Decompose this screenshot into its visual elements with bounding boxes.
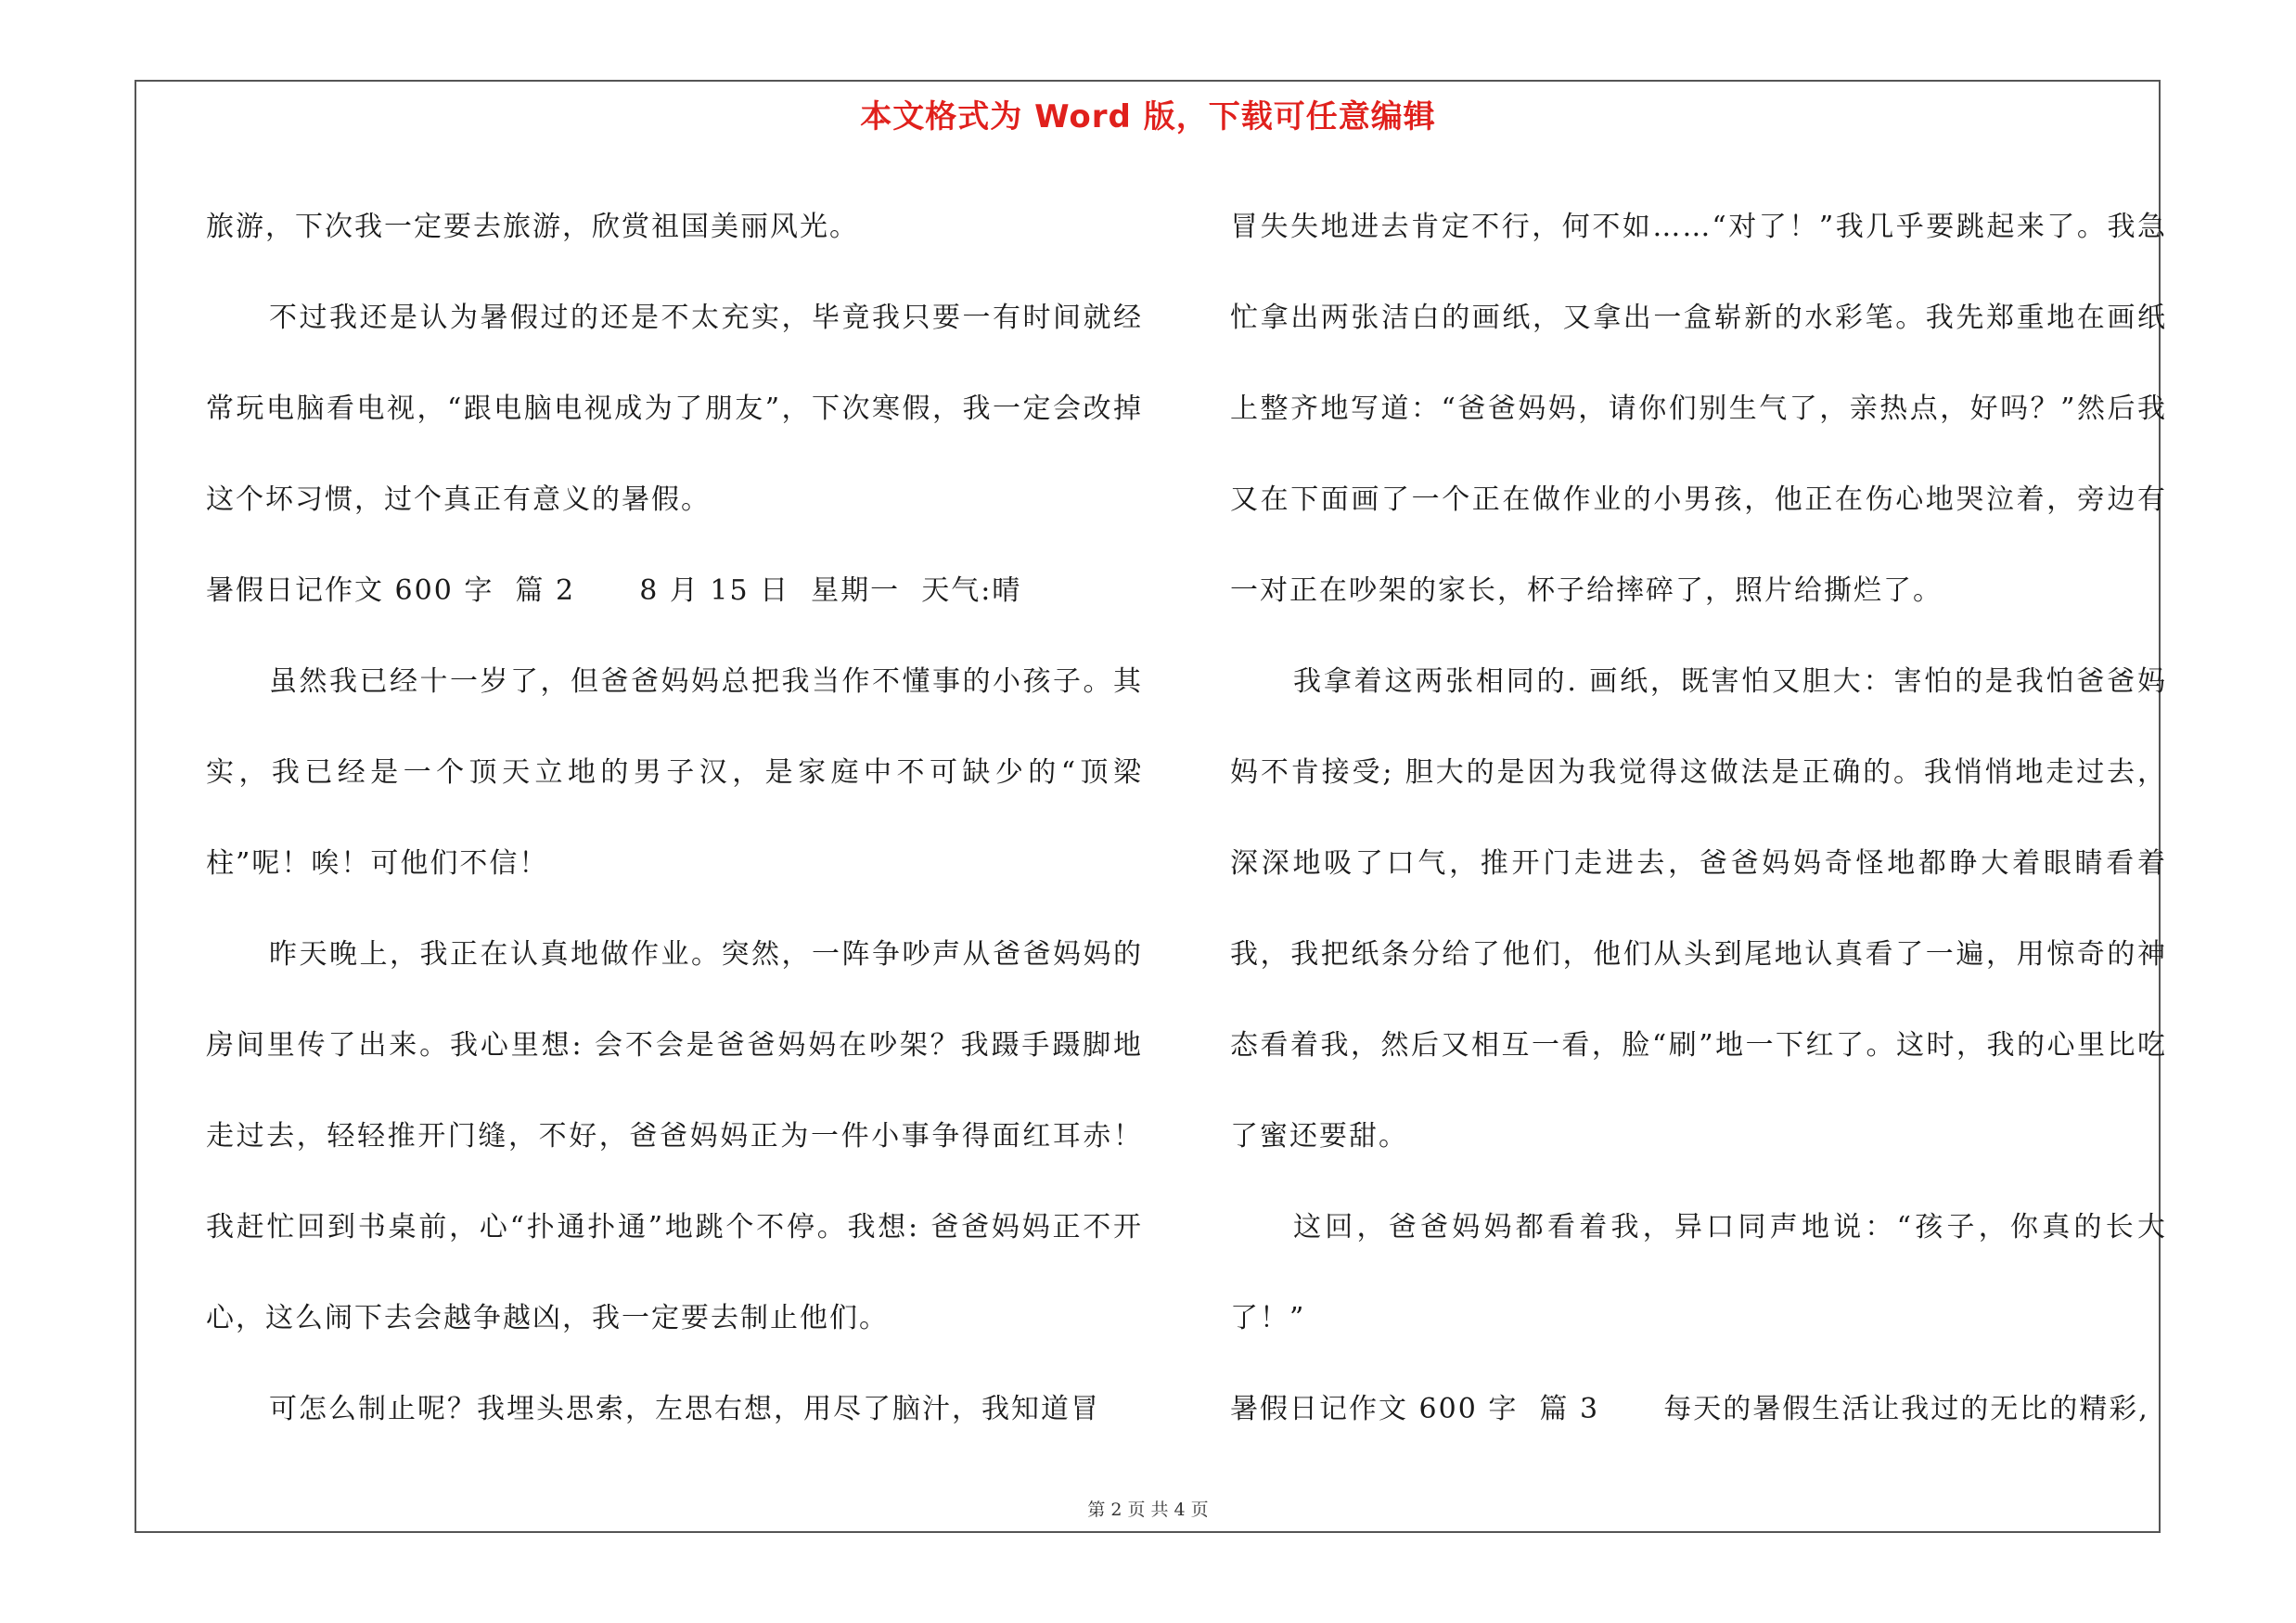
paragraph: 旅游，下次我一定要去旅游，欣赏祖国美丽风光。: [206, 211, 859, 243]
section-heading: 暑假日记作文 600 字 篇 2 8 月 15 日 星期一 天气:晴: [206, 574, 1022, 607]
paragraph: 虽然我已经十一岁了，但爸爸妈妈总把我当作不懂事的小孩子。其实，我已经是一个顶天立地的男子汉，是家庭中不可缺少的“顶梁柱”呢！唉！可他们不信！: [206, 665, 1143, 880]
paragraph: 冒失失地进去肯定不行，何不如……“对了！”我几乎要跳起来了。我急忙拿出两张洁白的画纸，又拿出一盒崭新的水彩笔。我先郑重地在画纸上整齐地写道：“爸爸妈妈，请你们别生气了，亲热点，好吗？”然后我又在下面画了一个正在做作业的小男孩，他正在伤心地哭泣着，旁边有一对正在吵架的家长，杯子给摔碎了，照片给撕烂了。: [1230, 211, 2167, 607]
paragraph: 我拿着这两张相同的. 画纸，既害怕又胆大：害怕的是我怕爸爸妈妈不肯接受; 胆大的是因为我觉得这做法是正确的。我悄悄地走过去，深深地吸了口气，推开门走进去，爸爸妈妈奇怪地都睁大着眼睛看着我，我把纸条分给了他们，他们从头到尾地认真看了一遍，用惊奇的神态看着我，然后又相互一看，脸“刷”地一下红了。这时，我的心里比吃了蜜还要甜。: [1230, 665, 2167, 1153]
section-heading: 暑假日记作文 600 字 篇 3 每天的暑假生活让我过的无比的精彩,: [1230, 1393, 2149, 1425]
paragraph: 这回，爸爸妈妈都看着我，异口同声地说：“孩子，你真的长大了！”: [1230, 1211, 2167, 1334]
left-column: [206, 182, 1143, 1455]
right-column: [1230, 182, 2167, 1455]
header-banner: 本文格式为 Word 版，下载可任意编辑: [860, 98, 1436, 135]
page-number-footer: 第 2 页 共 4 页: [1087, 1500, 1209, 1520]
paragraph: 可怎么制止呢？我埋头思索，左思右想，用尽了脑汁，我知道冒: [269, 1393, 1100, 1425]
paragraph: 不过我还是认为暑假过的还是不太充实，毕竟我只要一有时间就经常玩电脑看电视，“跟电脑电视成为了朋友”，下次寒假，我一定会改掉这个坏习惯，过个真正有意义的暑假。: [206, 302, 1143, 516]
paragraph: 昨天晚上，我正在认真地做作业。突然，一阵争吵声从爸爸妈妈的房间里传了出来。我心里想: 会不会是爸爸妈妈在吵架？我蹑手蹑脚地走过去，轻轻推开门缝，不好，爸爸妈妈正为一件小事争得面红耳赤！我赶忙回到书桌前，心“扑通扑通”地跳个不停。我想: 爸爸妈妈正不开心，这么闹下去会越争越凶，我一定要去制止他们。: [206, 938, 1143, 1334]
